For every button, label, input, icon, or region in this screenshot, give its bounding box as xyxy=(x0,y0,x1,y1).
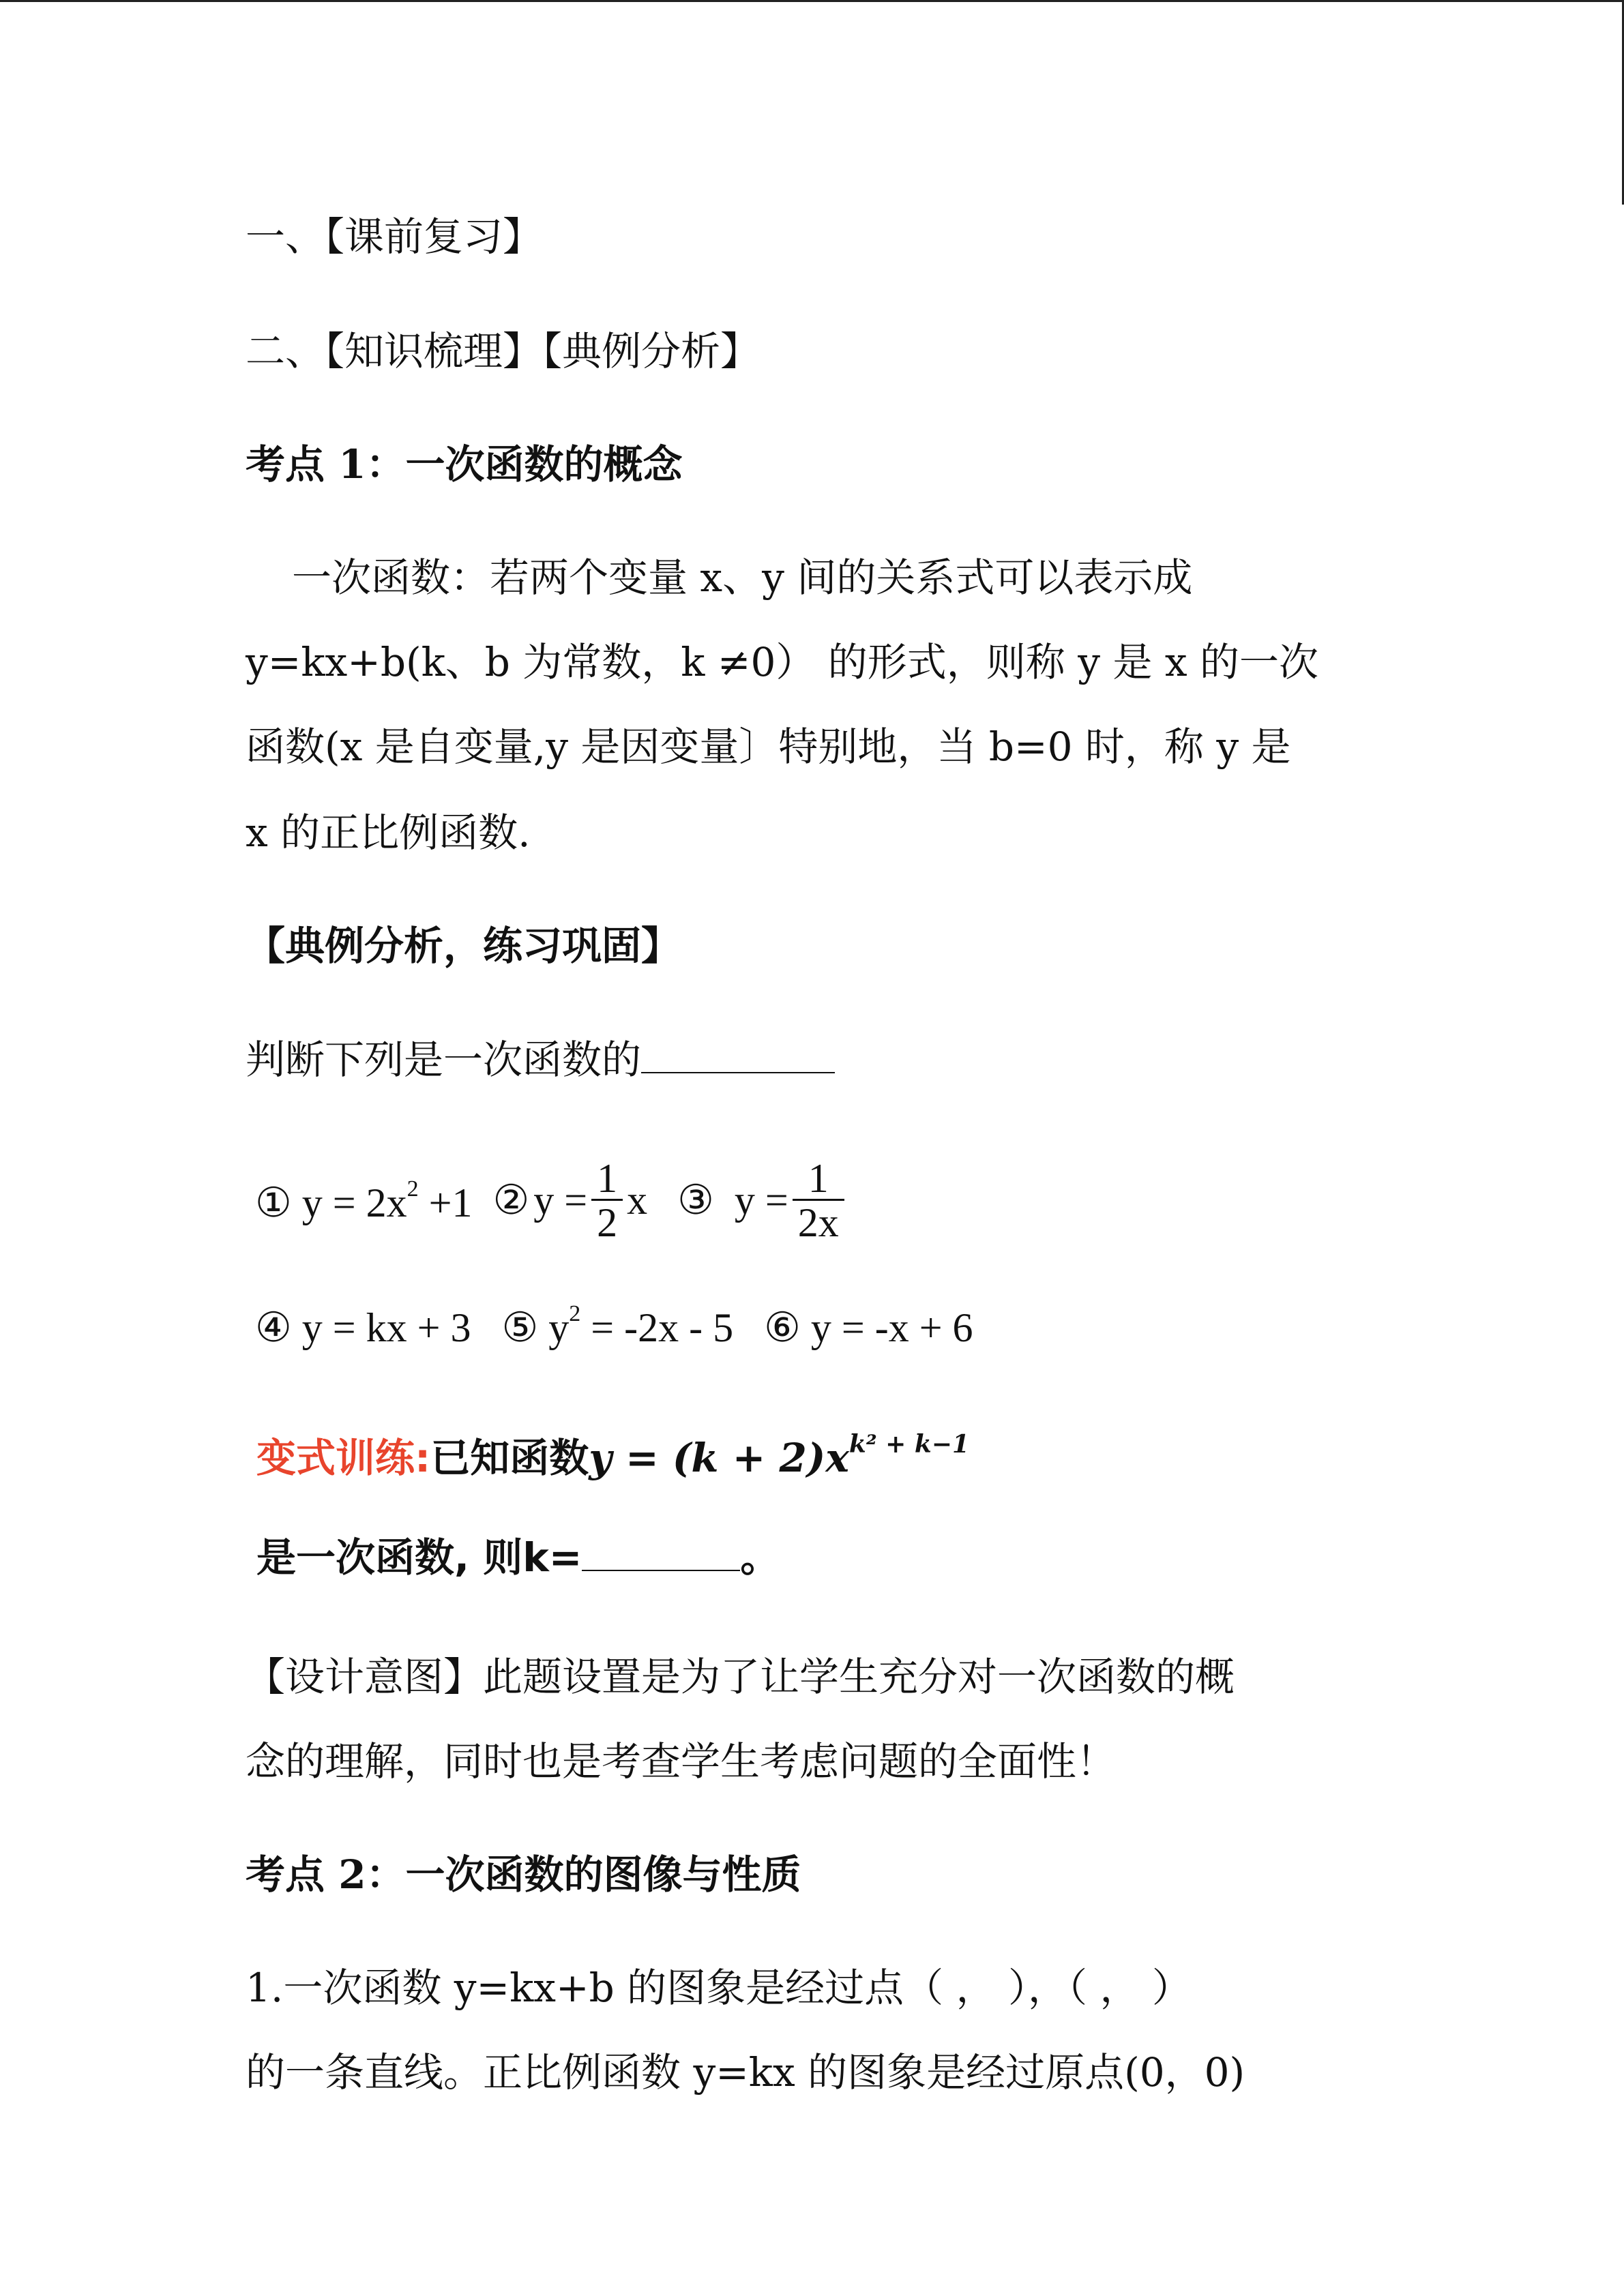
option-6-mark: ⑥ xyxy=(764,1305,801,1350)
option-6 xyxy=(764,1305,973,1350)
variant-line-2 xyxy=(256,1534,780,1581)
definition-line-4: x 的正比例函数. xyxy=(246,809,531,856)
variant-text: 已知函数 xyxy=(430,1435,589,1481)
variant-line-1 xyxy=(256,1430,970,1481)
options-row-2 xyxy=(255,1302,973,1348)
option-3-mark: ③ xyxy=(677,1178,714,1223)
variant-end: 。 xyxy=(740,1534,780,1581)
option-5 xyxy=(501,1301,743,1350)
option-2-fraction xyxy=(591,1155,623,1245)
option-4 xyxy=(255,1305,481,1350)
option-5-mark: ⑤ xyxy=(501,1305,539,1350)
example-heading: 【典例分析，练习巩固】 xyxy=(246,923,681,969)
option-1-mark: ① xyxy=(255,1180,292,1225)
definition-line-3: 函数(x 是自变量,y 是因变量〕特别地，当 b=0 时，称 y 是 xyxy=(246,724,1291,770)
point1-line-2: 的一条直线。正比例函数 y=kx 的图象是经过原点(0，0) xyxy=(246,2049,1245,2096)
question-text: 判断下列是一次函数的 xyxy=(246,1037,642,1083)
option-5-exponent: 2 xyxy=(569,1301,581,1326)
option-6-expr: y = -x + 6 xyxy=(810,1305,973,1350)
option-5-expr: y xyxy=(548,1305,570,1350)
variant-answer-blank xyxy=(582,1536,740,1571)
option-4-mark: ④ xyxy=(255,1305,292,1350)
option-3-lhs: y = xyxy=(734,1178,788,1223)
variant-formula: y = (k + 2)x xyxy=(589,1435,849,1481)
answer-blank xyxy=(641,1038,835,1073)
top-border xyxy=(0,0,1624,2)
variant-question: 是一次函数, 则k= xyxy=(256,1534,582,1581)
variant-label: 变式训练: xyxy=(256,1435,431,1481)
option-3-numerator: 1 xyxy=(808,1155,829,1201)
variant-formula-exponent: k² + k−1 xyxy=(848,1430,970,1459)
option-5-tail: = -2x - 5 xyxy=(580,1305,734,1350)
design-line-1: 【设计意图】此题设置是为了让学生充分对一次函数的概 xyxy=(246,1654,1235,1700)
section-knowledge-heading: 二、【知识梳理】【典例分析】 xyxy=(246,328,761,374)
option-3 xyxy=(677,1155,848,1245)
option-2-numerator: 1 xyxy=(597,1155,618,1201)
option-2-rhs: x xyxy=(627,1178,648,1223)
kp2-title: 考点 2：一次函数的图像与性质 xyxy=(246,1851,801,1898)
point1-line-1: 1.一次函数 y=kx+b 的图象是经过点（ ， ），（ ， ） xyxy=(246,1965,1192,2011)
option-4-expr: y = kx + 3 xyxy=(301,1305,471,1350)
option-2 xyxy=(492,1155,648,1245)
design-line-2: 念的理解，同时也是考查学生考虑问题的全面性！ xyxy=(246,1738,1117,1785)
option-1-tail: +1 xyxy=(418,1180,473,1225)
option-2-mark: ② xyxy=(492,1178,530,1223)
options-row-1 xyxy=(255,1146,848,1255)
definition-line-2: y=kx+b(k、b 为常数，k ≠0） 的形式，则称 y 是 x 的一次 xyxy=(246,639,1319,685)
option-3-denominator: 2x xyxy=(793,1199,844,1243)
option-1 xyxy=(255,1178,472,1223)
section-review-heading: 一、【课前复习】 xyxy=(246,213,543,260)
kp1-title: 考点 1：一次函数的概念 xyxy=(246,441,683,488)
option-1-exponent: 2 xyxy=(407,1176,419,1202)
option-2-lhs: y = xyxy=(533,1178,588,1223)
option-2-denominator: 2 xyxy=(591,1199,623,1243)
definition-line-1: 一次函数：若两个变量 x、y 间的关系式可以表示成 xyxy=(292,554,1193,601)
question-line xyxy=(246,1037,835,1083)
option-3-fraction xyxy=(793,1155,844,1245)
option-1-expr: y = 2x xyxy=(301,1180,407,1225)
